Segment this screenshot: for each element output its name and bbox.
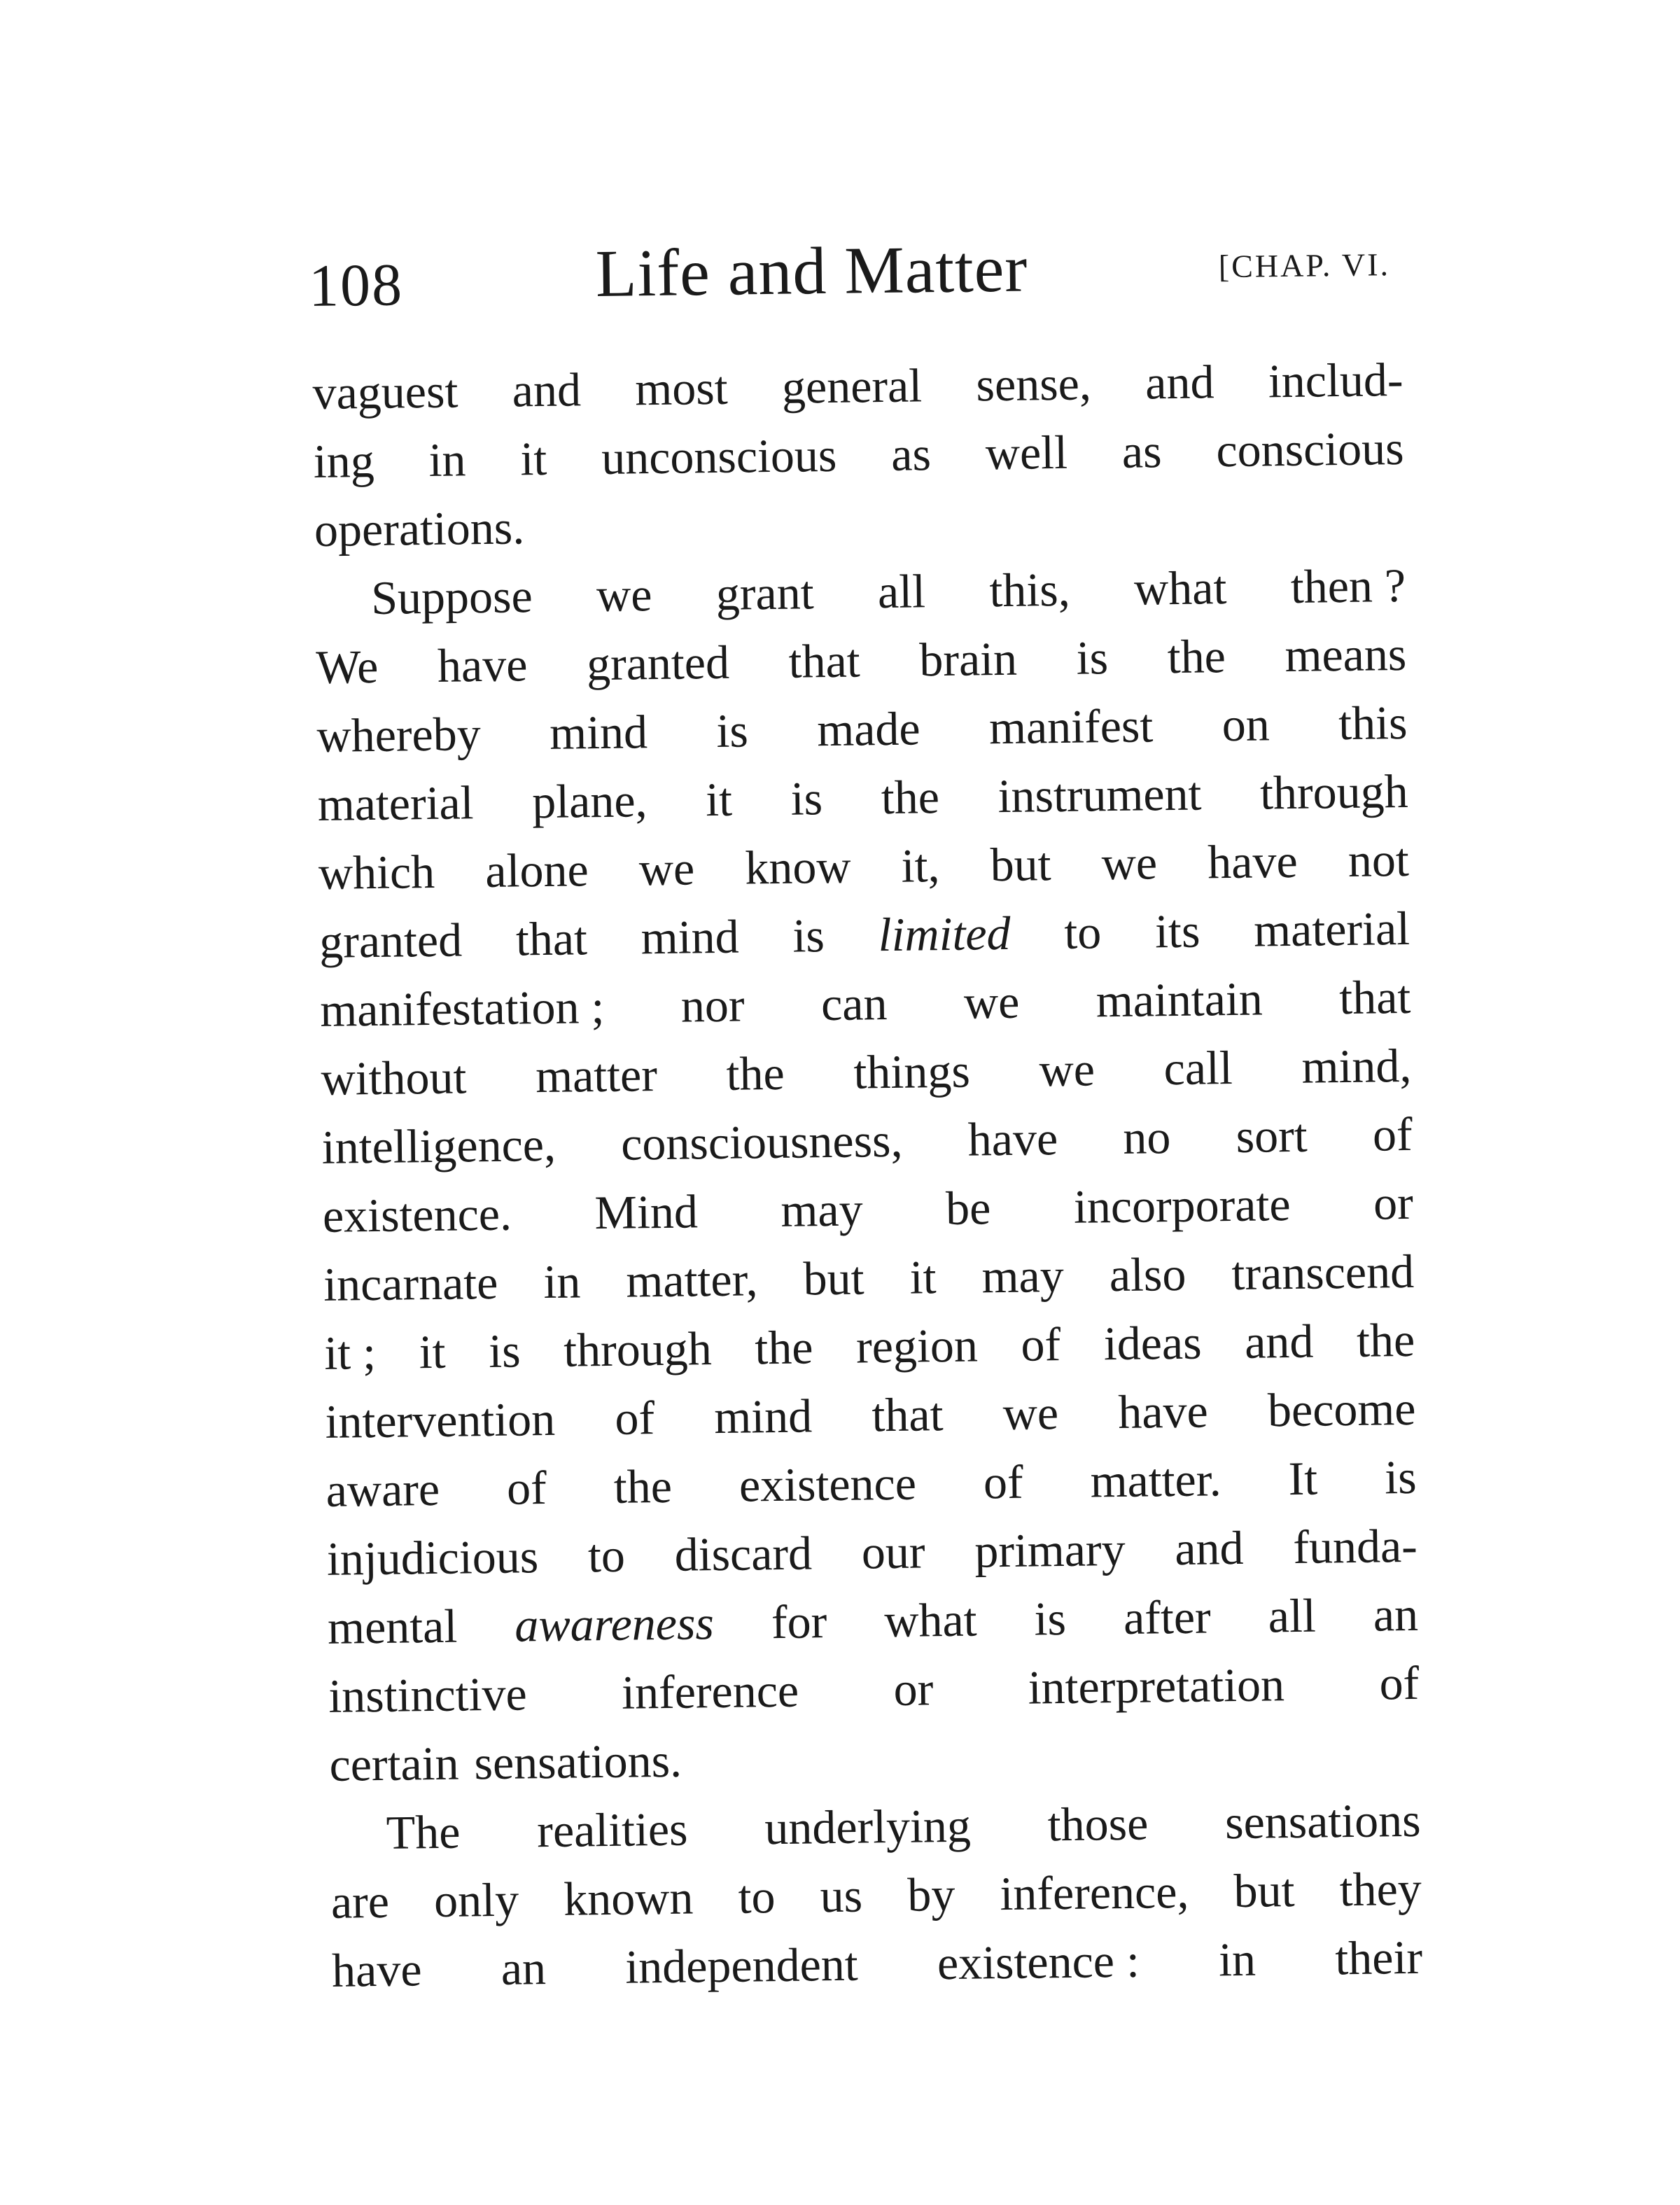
- word: consciousness,: [620, 1113, 903, 1170]
- word: grant: [715, 566, 815, 620]
- word: Mind: [594, 1184, 699, 1240]
- word: also: [1109, 1247, 1186, 1302]
- word: through: [1259, 764, 1409, 820]
- word: to: [587, 1528, 626, 1583]
- word: by: [906, 1867, 955, 1921]
- text-line: [324, 1306, 1415, 1387]
- word: independent: [624, 1937, 859, 1994]
- word: we: [638, 841, 695, 896]
- word: The: [386, 1805, 461, 1859]
- word: existence :: [937, 1933, 1140, 1990]
- word: which: [318, 844, 435, 899]
- word: granted: [318, 913, 463, 968]
- word: injudicious: [326, 1530, 539, 1586]
- word: may: [780, 1182, 864, 1237]
- word: us: [820, 1868, 863, 1923]
- word: most: [634, 360, 729, 416]
- word: made: [816, 701, 921, 757]
- word: can: [820, 976, 888, 1031]
- word: primary: [974, 1522, 1126, 1578]
- word: nor: [680, 978, 746, 1032]
- word: existence: [738, 1456, 917, 1512]
- word: that: [788, 634, 861, 688]
- word: those: [1047, 1796, 1149, 1851]
- text-line: [326, 1511, 1418, 1593]
- chapter-reference: [CHAP. VI.: [1218, 246, 1391, 285]
- text-line: [326, 1443, 1417, 1525]
- word: we: [1002, 1386, 1059, 1441]
- word: inference,: [1000, 1864, 1189, 1921]
- word: but: [803, 1251, 864, 1306]
- word: then ?: [1290, 558, 1406, 613]
- word: the: [1167, 629, 1226, 684]
- word: whereby: [316, 707, 482, 762]
- text-line: [328, 1580, 1419, 1662]
- word: matter: [535, 1048, 658, 1103]
- word: sensations: [1224, 1793, 1422, 1849]
- word: to: [738, 1870, 776, 1924]
- word: and: [1174, 1520, 1244, 1576]
- word: without: [321, 1050, 467, 1105]
- word: manifestation ;: [319, 979, 605, 1037]
- word: our: [861, 1525, 925, 1579]
- word: is: [1076, 631, 1109, 685]
- word: or: [893, 1662, 934, 1716]
- word: that: [515, 911, 588, 966]
- word: in: [1218, 1932, 1256, 1987]
- word: it: [419, 1324, 446, 1379]
- word: after: [1123, 1590, 1212, 1644]
- word: manifest: [988, 699, 1154, 755]
- word: but: [990, 837, 1052, 892]
- italic-word: awareness: [514, 1596, 715, 1652]
- word: it: [519, 431, 547, 486]
- word: intervention: [325, 1392, 556, 1448]
- text-line: [318, 825, 1409, 907]
- word: have: [1207, 834, 1298, 889]
- word: all: [877, 564, 926, 619]
- word: we: [963, 974, 1020, 1029]
- word: on: [1222, 697, 1270, 752]
- word: alone: [484, 843, 589, 898]
- word: is: [716, 704, 749, 757]
- word: operations.: [314, 500, 525, 556]
- text-line: [315, 551, 1406, 633]
- word: of: [1372, 1107, 1413, 1161]
- word: vaguest: [312, 364, 458, 419]
- word: is: [1384, 1450, 1418, 1504]
- word: maintain: [1096, 972, 1264, 1028]
- word: as: [890, 427, 932, 481]
- text-line: [332, 1923, 1423, 2005]
- word: it: [909, 1250, 937, 1304]
- word: the: [881, 770, 940, 825]
- word: the: [754, 1320, 813, 1375]
- word: is: [1034, 1591, 1067, 1646]
- word: incarnate: [323, 1255, 498, 1311]
- word: known: [563, 1870, 694, 1926]
- word: conscious: [1215, 421, 1405, 477]
- word: their: [1334, 1930, 1423, 1985]
- word: in: [428, 433, 466, 486]
- text-line: [314, 482, 1405, 564]
- text-line: [328, 1648, 1420, 1730]
- word: through: [563, 1322, 713, 1377]
- page-number: 108: [308, 251, 404, 319]
- word: an: [500, 1941, 547, 1995]
- running-title: Life and Matter: [595, 230, 1028, 311]
- word: interpretation: [1028, 1658, 1285, 1714]
- word: all: [1268, 1588, 1317, 1643]
- word: matter,: [626, 1252, 758, 1308]
- word: the: [726, 1046, 785, 1100]
- word: sense,: [976, 356, 1092, 412]
- word: are: [330, 1874, 390, 1928]
- word: as: [1121, 424, 1162, 478]
- word: may: [981, 1248, 1065, 1303]
- word: have: [437, 638, 528, 692]
- word: mental: [327, 1599, 458, 1654]
- running-head: [308, 211, 1401, 319]
- word: sort: [1236, 1108, 1308, 1163]
- word: funda-: [1292, 1518, 1418, 1574]
- word: but: [1233, 1863, 1295, 1918]
- word: that: [1338, 969, 1411, 1025]
- word: it ;: [323, 1325, 377, 1380]
- word: includ-: [1268, 352, 1404, 408]
- word: mind: [549, 705, 648, 760]
- word: well: [985, 425, 1068, 480]
- word: become: [1267, 1381, 1416, 1437]
- text-line: [321, 1100, 1413, 1182]
- word: sensations.: [474, 1733, 682, 1790]
- word: the: [1356, 1312, 1415, 1367]
- text-line: [319, 894, 1410, 976]
- word: the: [613, 1459, 673, 1513]
- word: only: [433, 1872, 519, 1928]
- word: and: [512, 363, 582, 417]
- word: It: [1288, 1451, 1318, 1506]
- text-line: [320, 962, 1411, 1044]
- word: of: [506, 1461, 547, 1515]
- word: know: [744, 839, 851, 895]
- word: unconscious: [601, 428, 837, 484]
- text-line: [323, 1237, 1415, 1319]
- word: in: [542, 1254, 581, 1309]
- word: for: [771, 1595, 827, 1649]
- word: and: [1244, 1314, 1314, 1368]
- word: an: [1373, 1587, 1419, 1642]
- text-line: [325, 1374, 1416, 1456]
- word: is: [790, 771, 823, 825]
- text-line: [330, 1854, 1422, 1936]
- word: material: [1253, 901, 1410, 957]
- word: ing: [313, 433, 375, 488]
- word: no: [1122, 1110, 1171, 1164]
- word: granted: [586, 635, 730, 691]
- word: have: [331, 1942, 422, 1997]
- word: of: [1021, 1317, 1061, 1371]
- word: Suppose: [370, 569, 533, 624]
- word: certain: [329, 1736, 459, 1791]
- word: region: [855, 1318, 979, 1373]
- word: call: [1163, 1041, 1233, 1096]
- word: what: [883, 1592, 977, 1648]
- word: this: [1338, 695, 1408, 750]
- word: it,: [901, 839, 940, 892]
- word: of: [983, 1455, 1024, 1509]
- word: mind,: [1301, 1038, 1412, 1093]
- word: is: [488, 1324, 521, 1378]
- word: material: [317, 776, 474, 831]
- text-line: [317, 757, 1408, 839]
- word: mind: [713, 1389, 813, 1444]
- word: of: [1379, 1656, 1420, 1710]
- word: have: [1117, 1384, 1209, 1439]
- word: or: [1373, 1175, 1414, 1230]
- word: we: [1039, 1042, 1096, 1097]
- text-line: [316, 620, 1407, 701]
- word: of: [614, 1391, 655, 1445]
- word: plane,: [531, 774, 648, 829]
- italic-word: limited: [878, 906, 1011, 962]
- word: have: [967, 1112, 1058, 1166]
- word: things: [853, 1044, 971, 1099]
- word: mind: [640, 909, 740, 965]
- word: its: [1154, 904, 1200, 958]
- word: and: [1144, 355, 1214, 410]
- word: We: [315, 639, 379, 694]
- word: is: [792, 909, 825, 962]
- word: transcend: [1231, 1244, 1415, 1301]
- word: to: [1063, 905, 1102, 959]
- text-line: [313, 414, 1404, 496]
- body-text: [312, 345, 1423, 2005]
- word: they: [1339, 1861, 1422, 1917]
- word: instinctive: [328, 1667, 528, 1723]
- text-line: [312, 345, 1404, 427]
- text-line: [322, 1168, 1413, 1250]
- word: realities: [536, 1802, 688, 1858]
- text-line: [330, 1786, 1421, 1868]
- word: what: [1133, 561, 1227, 615]
- word: discard: [674, 1526, 813, 1581]
- text-line: [321, 1031, 1412, 1113]
- word: this,: [988, 562, 1071, 617]
- text-line: [329, 1717, 1420, 1799]
- word: inference: [621, 1663, 799, 1719]
- word: incorporate: [1073, 1177, 1291, 1233]
- word: matter.: [1090, 1452, 1222, 1508]
- word: it: [705, 772, 733, 827]
- word: instrument: [997, 766, 1202, 823]
- word: not: [1348, 832, 1410, 887]
- word: means: [1284, 626, 1407, 682]
- word: brain: [918, 631, 1018, 687]
- word: ideas: [1103, 1315, 1202, 1371]
- word: intelligence,: [321, 1117, 556, 1174]
- word: we: [1101, 836, 1158, 890]
- text-line: [316, 688, 1408, 770]
- word: general: [781, 358, 923, 414]
- word: we: [596, 568, 652, 622]
- word: underlying: [764, 1798, 972, 1855]
- word: aware: [326, 1462, 440, 1517]
- word: that: [872, 1387, 944, 1442]
- word: be: [945, 1181, 991, 1236]
- word: existence.: [322, 1186, 512, 1242]
